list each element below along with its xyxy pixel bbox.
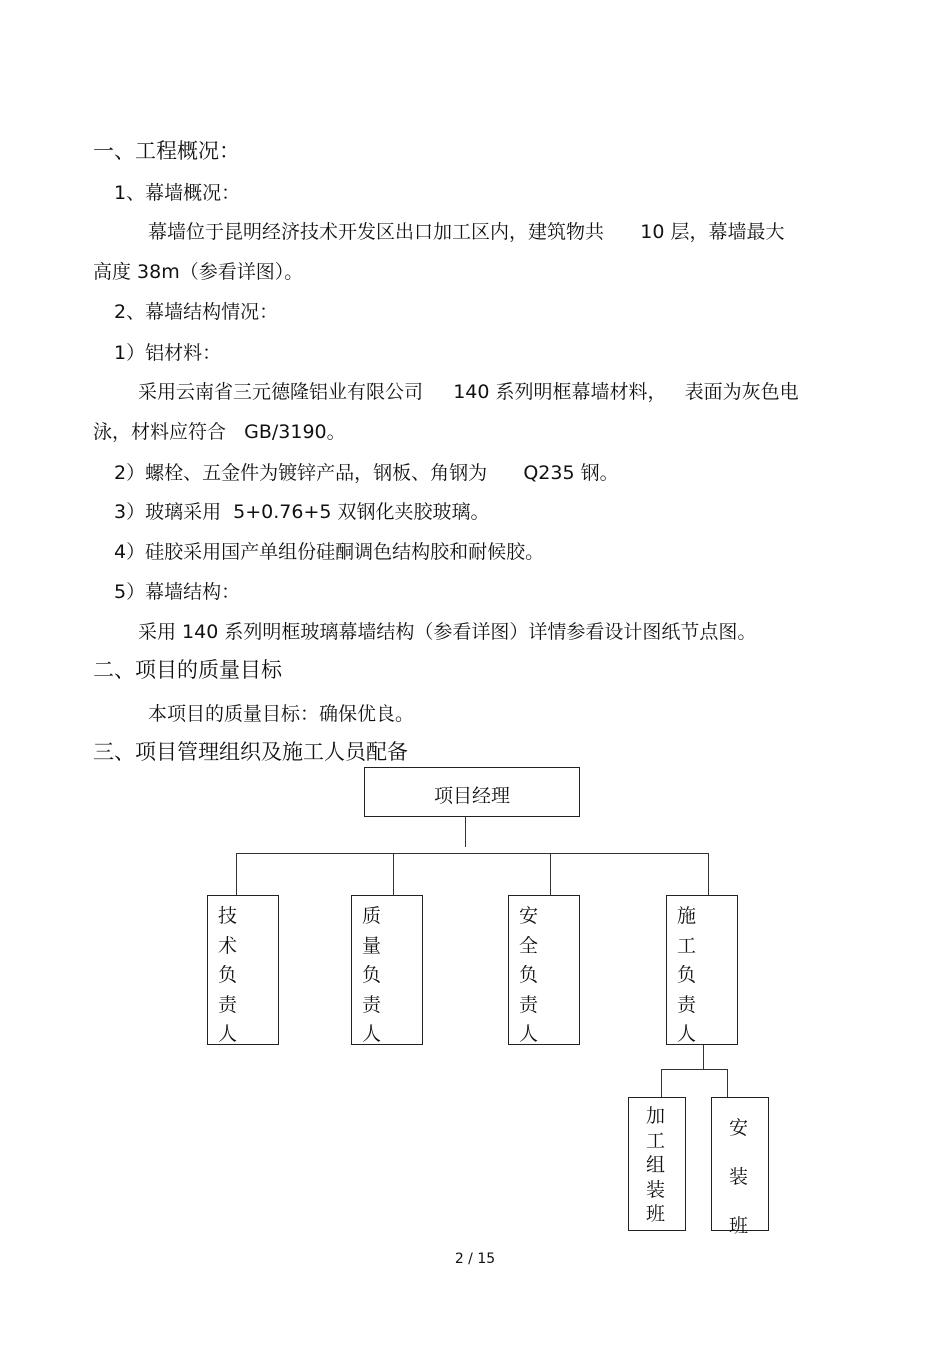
vertical-label: 施 工 负 责 人	[677, 905, 697, 1045]
vertical-label: 安 全 负 责 人	[519, 905, 539, 1045]
list-item: 2）螺栓、五金件为镀锌产品，钢板、角钢为 Q235 钢。	[114, 462, 619, 484]
org-box-install	[711, 1097, 769, 1237]
paragraph-line: 采用云南省三元德隆铝业有限公司 140 系列明框幕墙材料， 表面为灰色电	[138, 381, 799, 403]
org-box-safety	[508, 895, 580, 1045]
paragraph-line: 幕墙位于昆明经济技术开发区出口加工区内，建筑物共 10 层，幕墙最大	[148, 221, 785, 243]
section2-heading: 二、项目的质量目标	[93, 658, 282, 682]
org-box-tech	[207, 895, 279, 1045]
paragraph-line: 本项目的质量目标：确保优良。	[148, 703, 415, 725]
connector-line	[236, 853, 708, 854]
list-item: 1）铝材料：	[114, 342, 222, 364]
connector-line	[550, 853, 551, 895]
section3-heading: 三、项目管理组织及施工人员配备	[93, 740, 408, 764]
connector-line	[708, 853, 709, 895]
vertical-label: 安 装 班	[729, 1117, 749, 1237]
connector-line	[661, 1069, 662, 1097]
connector-line	[727, 1069, 728, 1097]
connector-line	[465, 817, 466, 847]
vertical-label: 质 量 负 责 人	[362, 905, 382, 1045]
connector-line	[236, 853, 237, 895]
paragraph-line: 泳，材料应符合 GB/3190。	[93, 421, 346, 443]
page-number: 2 / 15	[454, 1251, 496, 1267]
org-box-label: 项目经理	[433, 785, 510, 807]
section1-heading: 一、工程概况：	[93, 139, 240, 163]
paragraph-line: 采用 140 系列明框玻璃幕墙结构（参看详图）详情参看设计图纸节点图。	[138, 621, 757, 643]
connector-line	[393, 853, 394, 895]
org-box-processing	[628, 1097, 686, 1231]
subsection-curtain-overview: 1、幕墙概况：	[114, 182, 241, 204]
list-item: 5）幕墙结构：	[114, 581, 241, 603]
list-item: 3）玻璃采用 5+0.76+5 双钢化夹胶玻璃。	[114, 501, 490, 523]
org-box-quality	[351, 895, 423, 1045]
org-box-manager	[364, 767, 580, 817]
paragraph-line: 高度 38m（参看详图）。	[93, 261, 304, 283]
list-item: 4）硅胶采用国产单组份硅酮调色结构胶和耐候胶。	[114, 541, 545, 563]
org-box-construction	[666, 895, 738, 1045]
vertical-label: 加 工 组 装 班	[646, 1105, 666, 1225]
subsection-curtain-structure: 2、幕墙结构情况：	[114, 301, 279, 323]
connector-line	[661, 1069, 728, 1070]
connector-line	[703, 1045, 704, 1069]
vertical-label: 技 术 负 责 人	[218, 905, 238, 1045]
